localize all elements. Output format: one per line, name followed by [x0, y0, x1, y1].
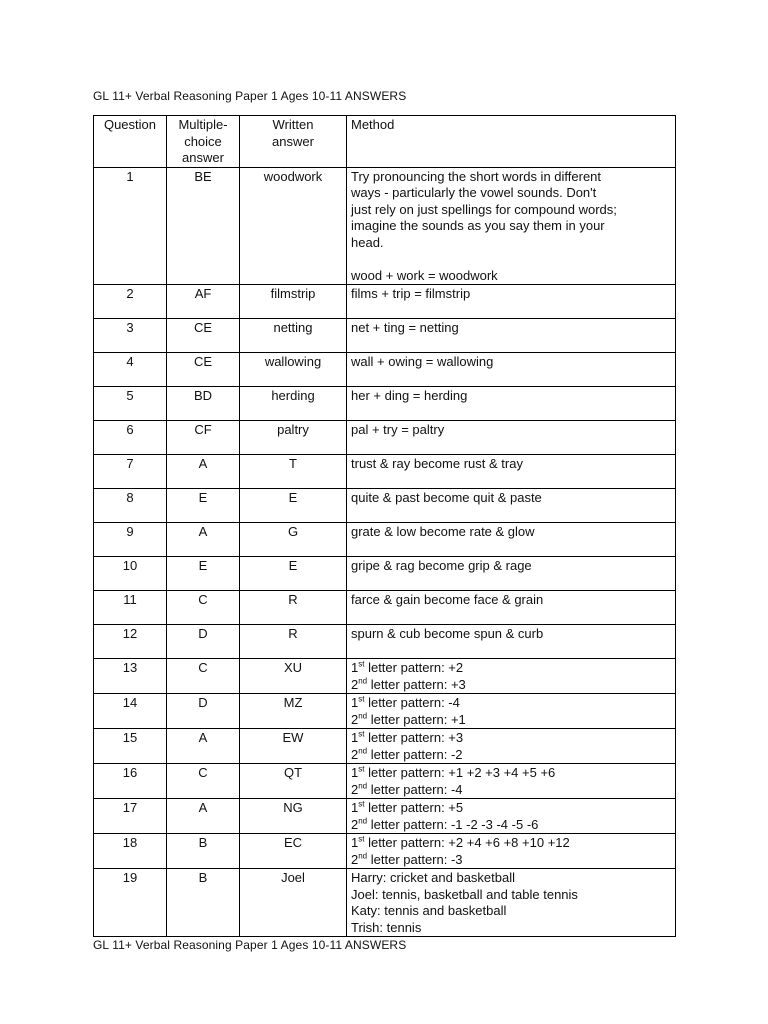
multiple-choice-cell: A [167, 455, 240, 489]
method-line: just rely on just spellings for compound words; [351, 201, 617, 217]
method-cell [347, 764, 676, 799]
method-cell [347, 489, 676, 523]
method-cell [347, 834, 676, 869]
pattern-text: letter pattern: -4 [364, 695, 460, 710]
table-row [94, 764, 676, 799]
ordinal-suffix: st [358, 729, 365, 739]
multiple-choice-cell: D [167, 694, 240, 729]
method-cell [347, 869, 676, 937]
letter-pattern-line [351, 730, 671, 747]
table-row [94, 387, 676, 421]
written-answer-cell: woodwork [240, 167, 347, 285]
written-answer-cell: filmstrip [240, 285, 347, 319]
table-row [94, 319, 676, 353]
question-number-cell: 4 [94, 353, 167, 387]
ordinal-number: 2 [351, 781, 359, 797]
ordinal-suffix: nd [358, 781, 368, 791]
answers-body [94, 167, 676, 937]
ordinal-suffix: st [358, 834, 365, 844]
method-line: farce & gain become face & grain [351, 592, 544, 607]
pattern-text: letter pattern: -4 [367, 781, 463, 797]
ordinal-suffix: nd [358, 851, 368, 861]
method-cell [347, 319, 676, 353]
question-number-cell: 10 [94, 557, 167, 591]
table-row [94, 659, 676, 694]
column-header-line: answer [182, 150, 224, 165]
question-number-cell: 1 [94, 167, 167, 285]
multiple-choice-cell: C [167, 659, 240, 694]
method-line: wood + work = woodwork [351, 267, 498, 283]
ordinal-suffix: st [358, 694, 365, 704]
method-line: Try pronouncing the short words in different [351, 168, 602, 184]
ordinal-number: 2 [351, 711, 359, 727]
table-row [94, 694, 676, 729]
letter-pattern-line [351, 712, 671, 729]
ordinal-suffix: nd [358, 746, 368, 756]
method-cell [347, 387, 676, 421]
ordinal-suffix: nd [358, 711, 368, 721]
table-row [94, 489, 676, 523]
multiple-choice-cell: CE [167, 319, 240, 353]
method-cell [347, 285, 676, 319]
pattern-text: letter pattern: +2 [364, 660, 464, 675]
method-line: trust & ray become rust & tray [351, 456, 523, 471]
written-answer-cell: NG [240, 799, 347, 834]
method-line: her + ding = herding [351, 388, 468, 403]
written-answer-cell: R [240, 591, 347, 625]
multiple-choice-cell: CF [167, 421, 240, 455]
method-line: Joel: tennis, basketball and table tennis [351, 886, 578, 902]
method-cell [347, 353, 676, 387]
written-answer-cell: EW [240, 729, 347, 764]
letter-pattern-line [351, 800, 671, 817]
written-answer-cell: T [240, 455, 347, 489]
letter-pattern-line [351, 817, 671, 834]
written-answer-cell: wallowing [240, 353, 347, 387]
letter-pattern-line [351, 677, 671, 694]
column-header-question: Question [94, 116, 167, 168]
method-line: ways - particularly the vowel sounds. Don't [351, 185, 597, 200]
multiple-choice-cell: B [167, 834, 240, 869]
written-answer-cell: MZ [240, 694, 347, 729]
method-cell [347, 557, 676, 591]
table-row [94, 834, 676, 869]
table-row [94, 869, 676, 937]
ordinal-number: 1 [351, 695, 359, 710]
letter-pattern-line [351, 782, 671, 799]
table-row [94, 591, 676, 625]
question-number-cell: 5 [94, 387, 167, 421]
written-answer-cell: Joel [240, 869, 347, 937]
page-header: GL 11+ Verbal Reasoning Paper 1 Ages 10-11 ANSWERS [93, 89, 407, 103]
multiple-choice-cell: A [167, 729, 240, 764]
letter-pattern-line [351, 765, 671, 782]
method-cell [347, 455, 676, 489]
written-answer-cell: E [240, 489, 347, 523]
method-spacer [351, 251, 671, 268]
ordinal-number: 2 [351, 851, 359, 867]
question-number-cell: 11 [94, 591, 167, 625]
multiple-choice-cell: C [167, 591, 240, 625]
written-answer-cell: netting [240, 319, 347, 353]
method-line: imagine the sounds as you say them in your [351, 218, 605, 233]
ordinal-suffix: nd [358, 676, 368, 686]
column-header-line: answer [272, 133, 314, 149]
ordinal-suffix: st [358, 799, 365, 809]
pattern-text: letter pattern: -2 [367, 746, 463, 762]
letter-pattern-line [351, 852, 671, 869]
multiple-choice-cell: C [167, 764, 240, 799]
answers-table [93, 115, 676, 937]
pattern-text: letter pattern: +1 +2 +3 +4 +5 +6 [364, 765, 556, 780]
question-number-cell: 7 [94, 455, 167, 489]
method-cell [347, 591, 676, 625]
column-header-method: Method [347, 116, 676, 168]
method-line: pal + try = paltry [351, 422, 445, 437]
multiple-choice-cell: B [167, 869, 240, 937]
method-line: quite & past become quit & paste [351, 490, 542, 505]
multiple-choice-cell: A [167, 799, 240, 834]
question-number-cell: 13 [94, 659, 167, 694]
question-number-cell: 15 [94, 729, 167, 764]
ordinal-number: 1 [351, 800, 359, 815]
multiple-choice-cell: BE [167, 167, 240, 285]
method-line: films + trip = filmstrip [351, 286, 471, 301]
question-number-cell: 17 [94, 799, 167, 834]
multiple-choice-cell: D [167, 625, 240, 659]
method-cell [347, 421, 676, 455]
pattern-text: letter pattern: -1 -2 -3 -4 -5 -6 [367, 816, 539, 832]
column-header-line: choice [184, 133, 222, 149]
question-number-cell: 12 [94, 625, 167, 659]
question-number-cell: 18 [94, 834, 167, 869]
method-cell [347, 799, 676, 834]
table-row [94, 285, 676, 319]
pattern-text: letter pattern: +5 [364, 800, 464, 815]
column-header-line: Written [272, 117, 314, 132]
ordinal-number: 1 [351, 835, 359, 850]
column-header-written [240, 116, 347, 168]
method-line: head. [351, 234, 384, 250]
written-answer-cell: herding [240, 387, 347, 421]
method-line: wall + owing = wallowing [351, 354, 494, 369]
method-line: Trish: tennis [351, 919, 422, 935]
column-header-multiple-choice [167, 116, 240, 168]
written-answer-cell: XU [240, 659, 347, 694]
multiple-choice-cell: A [167, 523, 240, 557]
method-cell [347, 523, 676, 557]
letter-pattern-line [351, 835, 671, 852]
pattern-text: letter pattern: +3 [367, 676, 466, 692]
question-number-cell: 6 [94, 421, 167, 455]
pattern-text: letter pattern: -3 [367, 851, 463, 867]
written-answer-cell: QT [240, 764, 347, 799]
table-row [94, 729, 676, 764]
table-row [94, 799, 676, 834]
table-row [94, 455, 676, 489]
method-line: Katy: tennis and basketball [351, 903, 507, 918]
method-cell [347, 659, 676, 694]
table-row [94, 167, 676, 285]
question-number-cell: 19 [94, 869, 167, 937]
ordinal-number: 1 [351, 765, 359, 780]
question-number-cell: 9 [94, 523, 167, 557]
multiple-choice-cell: CE [167, 353, 240, 387]
multiple-choice-cell: E [167, 557, 240, 591]
ordinal-suffix: nd [358, 816, 368, 826]
multiple-choice-cell: E [167, 489, 240, 523]
ordinal-number: 2 [351, 816, 359, 832]
multiple-choice-cell: AF [167, 285, 240, 319]
written-answer-cell: G [240, 523, 347, 557]
ordinal-number: 1 [351, 730, 359, 745]
table-row [94, 625, 676, 659]
table-header-row [94, 116, 676, 168]
ordinal-number: 1 [351, 660, 359, 675]
written-answer-cell: paltry [240, 421, 347, 455]
method-cell [347, 729, 676, 764]
letter-pattern-line [351, 695, 671, 712]
method-cell [347, 694, 676, 729]
written-answer-cell: R [240, 625, 347, 659]
ordinal-number: 2 [351, 676, 359, 692]
table-row [94, 421, 676, 455]
question-number-cell: 16 [94, 764, 167, 799]
method-cell [347, 625, 676, 659]
page-footer: GL 11+ Verbal Reasoning Paper 1 Ages 10-11 ANSWERS [93, 938, 407, 952]
ordinal-suffix: st [358, 764, 365, 774]
letter-pattern-line [351, 660, 671, 677]
letter-pattern-line [351, 747, 671, 764]
pattern-text: letter pattern: +2 +4 +6 +8 +10 +12 [364, 835, 570, 850]
method-line: grate & low become rate & glow [351, 524, 535, 539]
table-row [94, 523, 676, 557]
column-header-line: Multiple- [178, 117, 228, 132]
table-row [94, 557, 676, 591]
question-number-cell: 2 [94, 285, 167, 319]
pattern-text: letter pattern: +3 [364, 730, 464, 745]
method-line: spurn & cub become spun & curb [351, 626, 544, 641]
method-cell [347, 167, 676, 285]
method-line: Harry: cricket and basketball [351, 870, 516, 885]
ordinal-suffix: st [358, 659, 365, 669]
table-row [94, 353, 676, 387]
question-number-cell: 8 [94, 489, 167, 523]
question-number-cell: 3 [94, 319, 167, 353]
method-line: net + ting = netting [351, 320, 459, 335]
written-answer-cell: E [240, 557, 347, 591]
multiple-choice-cell: BD [167, 387, 240, 421]
method-line: gripe & rag become grip & rage [351, 558, 532, 573]
pattern-text: letter pattern: +1 [367, 711, 466, 727]
ordinal-number: 2 [351, 746, 359, 762]
question-number-cell: 14 [94, 694, 167, 729]
written-answer-cell: EC [240, 834, 347, 869]
